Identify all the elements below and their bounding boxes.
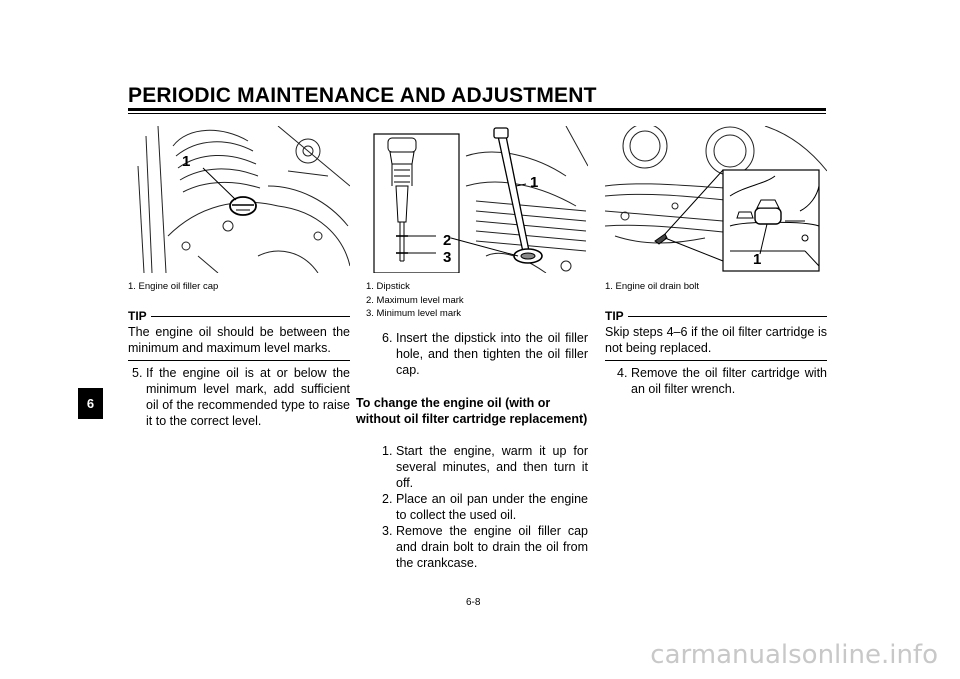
tip-rule-bottom bbox=[605, 360, 827, 361]
step-number: 4. bbox=[617, 366, 628, 380]
step-number: 5. bbox=[132, 366, 143, 380]
figure-2-caption bbox=[366, 280, 464, 321]
page-number: 6-8 bbox=[466, 597, 481, 608]
step-text: Remove the engine oil filler cap and drain bolt to drain the oil from the crankcase. bbox=[396, 524, 588, 570]
step-6 bbox=[366, 330, 588, 378]
chapter-tab: 6 bbox=[78, 388, 103, 419]
step-text: Start the engine, warm it up for several minutes, and then turn it off. bbox=[396, 444, 588, 490]
caption-line: 1. Engine oil drain bolt bbox=[605, 281, 700, 292]
figure-1-caption bbox=[128, 280, 218, 294]
figure-dipstick bbox=[366, 126, 588, 273]
header-rule bbox=[128, 108, 826, 111]
step-text: Insert the dipstick into the oil filler hole, and then tighten the oil filler cap. bbox=[396, 331, 588, 377]
tip-label: TIP bbox=[605, 309, 624, 323]
callout-3: 3 bbox=[443, 249, 452, 266]
dipstick-illustration bbox=[366, 126, 588, 273]
step-number: 3. bbox=[382, 524, 393, 538]
figure-oil-filler-cap bbox=[128, 126, 350, 273]
callout-1: 1 bbox=[182, 153, 191, 170]
caption-line: 3. Minimum level mark bbox=[366, 308, 462, 319]
step-text: If the engine oil is at or below the minimum level mark, add sufficient oil of the recommended type to raise it to the correct level. bbox=[146, 366, 350, 428]
tip-rule-top bbox=[151, 316, 350, 317]
section-heading: To change the engine oil (with or without oil filter cartridge replacement) bbox=[356, 396, 588, 426]
figure-drain-bolt bbox=[605, 126, 827, 273]
caption-line: 1. Engine oil filler cap bbox=[128, 281, 219, 292]
tip-box bbox=[128, 309, 350, 361]
step-number: 2. bbox=[382, 492, 393, 506]
tip-text: Skip steps 4–6 if the oil filter cartridge is not being replaced. bbox=[605, 325, 827, 355]
engine-illustration-1 bbox=[128, 126, 350, 273]
step-text: Place an oil pan under the engine to collect the used oil. bbox=[396, 492, 588, 522]
header-rule-thin bbox=[128, 113, 826, 114]
step-2 bbox=[366, 491, 588, 523]
step-1 bbox=[366, 443, 588, 491]
engine-illustration-3 bbox=[605, 126, 827, 273]
page-title: PERIODIC MAINTENANCE AND ADJUSTMENT bbox=[128, 84, 597, 107]
figure-3-caption bbox=[605, 280, 699, 294]
callout-1: 1 bbox=[753, 251, 762, 268]
step-number: 6. bbox=[382, 331, 393, 345]
caption-line: 2. Maximum level mark bbox=[366, 294, 464, 306]
callout-2: 2 bbox=[443, 232, 452, 249]
caption-line: 1. Dipstick bbox=[366, 281, 410, 292]
step-3 bbox=[366, 523, 588, 571]
callout-1: 1 bbox=[530, 174, 539, 191]
step-5 bbox=[132, 365, 350, 429]
tip-label: TIP bbox=[128, 309, 147, 323]
tip-rule-top bbox=[628, 316, 827, 317]
tip-text: The engine oil should be between the minimum and maximum level marks. bbox=[128, 325, 350, 355]
tip-rule-bottom bbox=[128, 360, 350, 361]
step-text: Remove the oil filter cartridge with an oil filter wrench. bbox=[631, 366, 827, 396]
watermark: carmanualsonline.info bbox=[650, 640, 938, 670]
tip-box bbox=[605, 309, 827, 361]
step-4 bbox=[605, 365, 827, 397]
step-number: 1. bbox=[382, 444, 393, 458]
